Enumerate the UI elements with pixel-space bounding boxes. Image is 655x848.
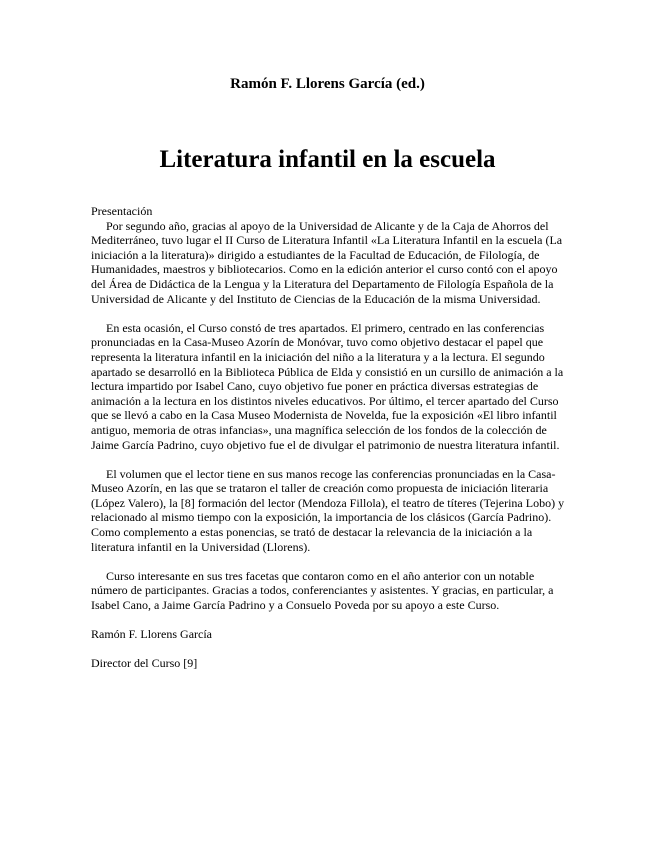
paragraph: En esta ocasión, el Curso constó de tres apartados. El primero, centrado en las conferencias pronunciadas en la Casa-Museo Azorín de Monóvar, tuvo como objetivo destacar el papel que representa la literatura infantil en la iniciación del niño a la literatura y a la lectura. El segundo apartado se desarrolló en la Biblioteca Pública de Elda y consistió en un cursillo de animación a la lectura impartido por Isabel Cano, cuyo objetivo fue poner en práctica diversas estrategias de animación a la lectura en los distintos niveles educativos. Por último, el tercer apartado del Curso que se llevó a cabo en la Casa Museo Modernista de Novelda, fue la exposición «El libro infantil antiguo, memoria de otras infancias», una magnífica selección de los fondos de la colección de Jaime García Padrino, cuyo objetivo fue el de divulgar el patrimonio de nuestra literatura infantil. — [91, 320, 564, 452]
signature-name: Ramón F. Llorens García — [91, 627, 213, 642]
signature-role: Director del Curso [9] — [91, 656, 198, 671]
paragraph: Curso interesante en sus tres facetas que contaron como en el año anterior con un notable número de participantes. Gracias a todos, conferenciantes y asistentes. Y gracias, en particular, a Isabel Cano, a Jaime García Padrino y a Consuelo Poveda por su apoyo a este Curso. — [91, 568, 554, 613]
document-body — [91, 204, 569, 671]
paragraph: El volumen que el lector tiene en sus manos recoge las conferencias pronunciadas en la Casa-Museo Azorín, en las que se trataron el taller de creación como propuesta de iniciación literaria (López Valero), la [8] formación del lector (Mendoza Fillola), el teatro de títeres (Tejerina Lobo) y relacionado al mismo tiempo con la exposición, la importancia de los clásicos (García Padrino). Como complemento a estas ponencias, se trató de destacar la relevancia de la iniciación a la literatura infantil en la Universidad (Llorens). — [91, 466, 565, 554]
paragraph: Por segundo año, gracias al apoyo de la Universidad de Alicante y de la Caja de Ahorros del Mediterráneo, tuvo lugar el II Curso de Literatura Infantil «La Literatura Infantil en la escuela (La iniciación a la literatura)» dirigido a estudiantes de la Facultad de Educación, de Filología, de Humanidades, maestros y bibliotecarios. Como en la edición anterior el curso contó con el apoyo del Área de Didáctica de la Lengua y la Literatura del Departamento de Filología Española de la Universidad de Alicante y del Instituto de Ciencias de la Educación de la misma Universidad. — [91, 218, 563, 306]
author-heading: Ramón F. Llorens García (ed.) — [230, 76, 425, 92]
section-label: Presentación — [91, 204, 153, 218]
document-title: Literatura infantil en la escuela — [159, 146, 496, 173]
